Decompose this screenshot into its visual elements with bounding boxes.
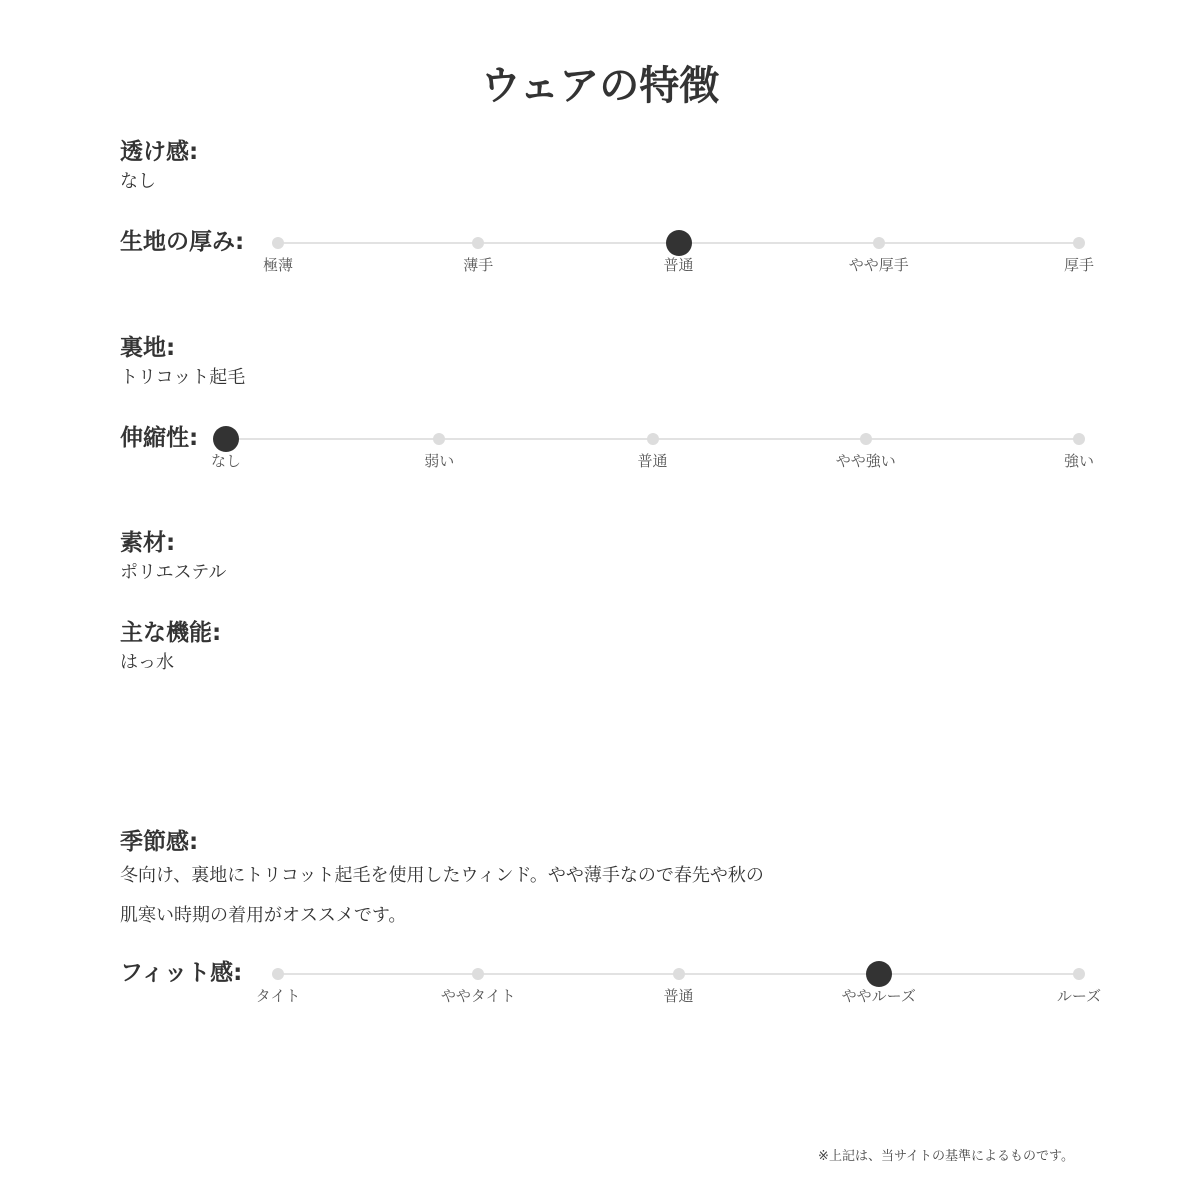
function-label: 主な機能: bbox=[120, 620, 222, 646]
thickness-scale-dot bbox=[472, 237, 484, 249]
fit-option-label: 普通 bbox=[663, 987, 694, 1005]
thickness-option-label: 厚手 bbox=[1063, 256, 1094, 274]
stretch-option-label: 普通 bbox=[637, 452, 668, 470]
thickness-scale-dot bbox=[1073, 237, 1085, 249]
fit-selected-marker bbox=[866, 961, 892, 987]
season-text-line-1: 冬向け、裏地にトリコット起毛を使用したウィンド。やや薄手なので春先や秋の bbox=[120, 865, 764, 886]
lining-label: 裏地: bbox=[120, 335, 176, 361]
thickness-scale bbox=[262, 227, 1094, 287]
stretch-scale-dot bbox=[1073, 433, 1085, 445]
thickness-option-label: 薄手 bbox=[463, 256, 494, 274]
thickness-label: 生地の厚み: bbox=[120, 229, 245, 255]
material-section bbox=[120, 528, 1120, 586]
stretch-scale-dot bbox=[433, 433, 445, 445]
transparency-value: なし bbox=[120, 171, 156, 192]
lining-section bbox=[120, 333, 1120, 391]
stretch-option-label: なし bbox=[210, 452, 241, 470]
stretch-label: 伸縮性: bbox=[120, 425, 199, 451]
fit-scale-dot bbox=[1073, 968, 1085, 980]
fit-label: フィット感: bbox=[120, 960, 243, 986]
thickness-section bbox=[120, 227, 1120, 297]
fit-scale bbox=[255, 958, 1102, 1018]
thickness-option-label: やや厚手 bbox=[848, 256, 909, 274]
fit-scale-dot bbox=[673, 968, 685, 980]
fit-option-label: ルーズ bbox=[1056, 987, 1102, 1005]
stretch-scale-dot bbox=[647, 433, 659, 445]
material-value: ポリエステル bbox=[120, 562, 227, 583]
lining-value: トリコット起毛 bbox=[120, 367, 246, 388]
thickness-scale-dot bbox=[272, 237, 284, 249]
function-section bbox=[120, 618, 1120, 676]
fit-option-label: タイト bbox=[255, 987, 301, 1005]
thickness-option-label: 普通 bbox=[663, 256, 694, 274]
fit-option-label: ややルーズ bbox=[841, 987, 916, 1005]
fit-option-label: ややタイト bbox=[440, 987, 516, 1005]
footnote: ※上記は、当サイトの基準によるものです。 bbox=[818, 1149, 1074, 1164]
stretch-section bbox=[120, 423, 1120, 493]
material-label: 素材: bbox=[120, 530, 176, 556]
season-section bbox=[120, 827, 1120, 936]
page-title: ウェアの特徴 bbox=[480, 63, 720, 109]
stretch-scale-dot bbox=[860, 433, 872, 445]
season-text-line-2: 肌寒い時期の着用がオススメです。 bbox=[120, 905, 407, 926]
stretch-scale bbox=[210, 423, 1094, 483]
thickness-option-label: 極薄 bbox=[262, 256, 293, 274]
season-label: 季節感: bbox=[120, 829, 199, 855]
transparency-section bbox=[120, 137, 1120, 195]
stretch-option-label: 強い bbox=[1063, 452, 1094, 470]
stretch-option-label: やや強い bbox=[835, 452, 896, 470]
fit-scale-dot bbox=[472, 968, 484, 980]
function-value: はっ水 bbox=[120, 652, 174, 673]
stretch-option-label: 弱い bbox=[424, 452, 455, 470]
fit-scale-dot bbox=[272, 968, 284, 980]
transparency-label: 透け感: bbox=[120, 139, 199, 165]
thickness-scale-dot bbox=[873, 237, 885, 249]
fit-section bbox=[120, 958, 1120, 1028]
thickness-selected-marker bbox=[666, 230, 692, 256]
stretch-selected-marker bbox=[213, 426, 239, 452]
